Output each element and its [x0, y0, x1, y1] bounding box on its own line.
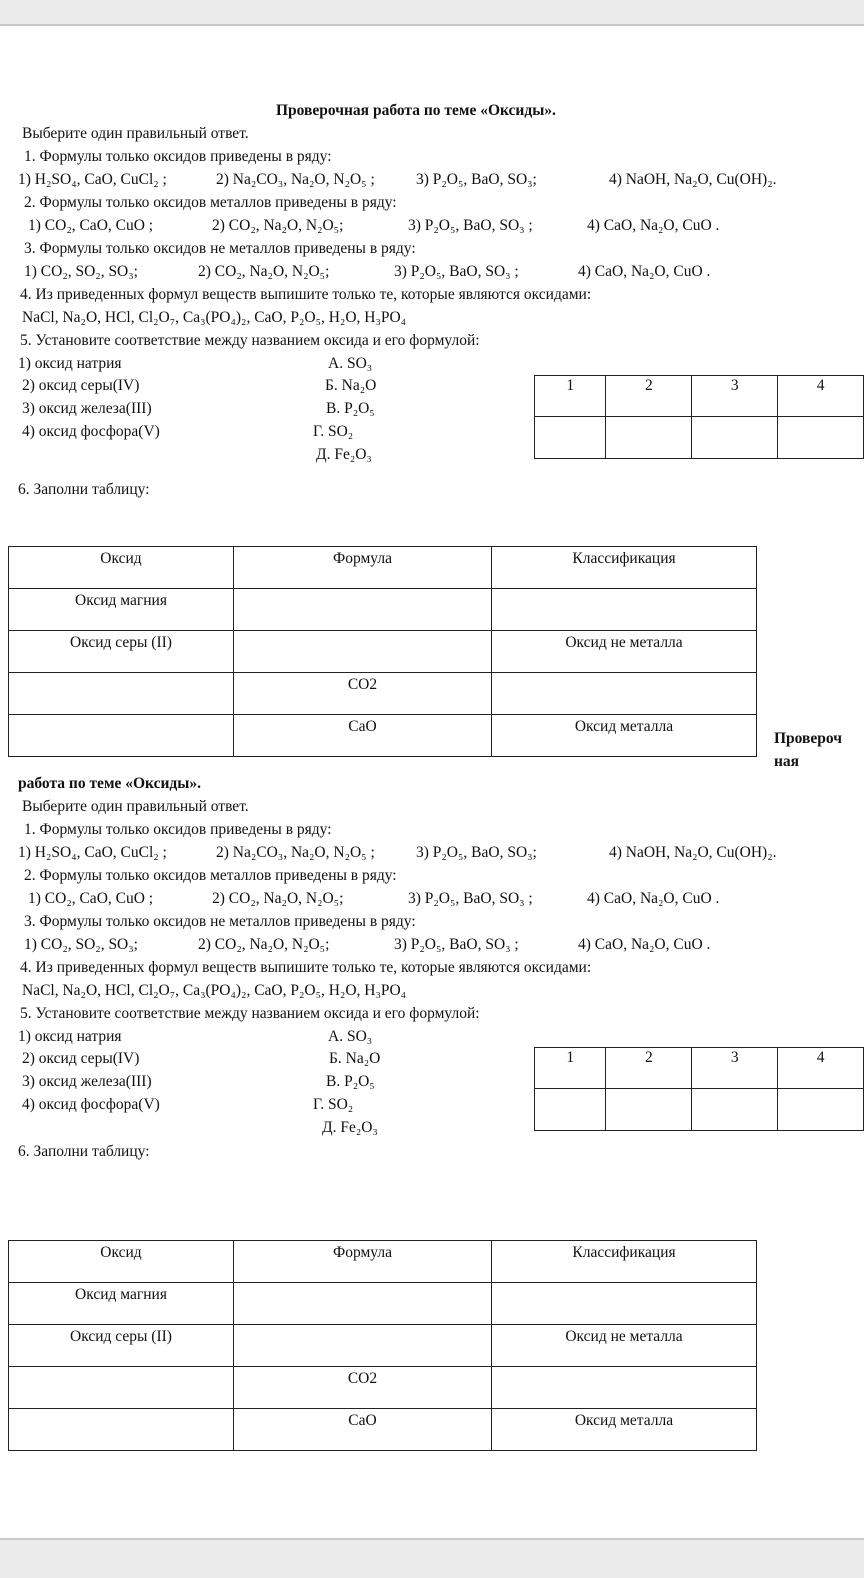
question-6: 6. Заполни таблицу:	[18, 481, 150, 498]
question-3: 3. Формулы только оксидов не металлов приведены в ряду:	[24, 913, 416, 930]
q5-name-3: 3) оксид железа(III)	[22, 1073, 152, 1090]
question-3: 3. Формулы только оксидов не металлов приведены в ряду:	[24, 240, 416, 257]
q1-option-1: 1) H₂SO₄, CaO, CuCl₂ ;	[18, 171, 167, 188]
oxide-table	[8, 1240, 757, 1451]
table-cell[interactable]	[492, 673, 757, 715]
q1-option-2: 2) Na₂CO₃, Na₂O, N₂O₅ ;	[216, 171, 375, 188]
question-6: 6. Заполни таблицу:	[18, 1143, 150, 1160]
table-cell[interactable]	[9, 1409, 234, 1451]
q5-answer-table	[534, 375, 864, 459]
q2-option-1: 1) CO₂, CaO, CuO ;	[28, 890, 154, 907]
table-cell[interactable]	[9, 1367, 234, 1409]
title-fragment-2: ная	[774, 753, 800, 770]
table-cell: Оксид серы (II)	[9, 631, 234, 673]
table-cell[interactable]	[9, 673, 234, 715]
answer-header-2: 2	[606, 1048, 692, 1089]
q1-option-3: 3) P₂O₅, BaO, SO₃;	[416, 171, 537, 188]
q2-option-1: 1) CO₂, CaO, CuO ;	[28, 217, 154, 234]
q5-formula-a: А. SO₃	[328, 1028, 373, 1045]
answer-cell-4[interactable]	[778, 1089, 864, 1131]
q5-name-2: 2) оксид серы(IV)	[22, 377, 140, 394]
table-cell[interactable]	[492, 1367, 757, 1409]
answer-cell-3[interactable]	[692, 1089, 778, 1131]
q2-option-2: 2) CO₂, Na₂O, N₂O₅;	[212, 217, 344, 234]
table-cell: CaO	[234, 715, 492, 757]
q3-option-3: 3) P₂O₅, BaO, SO₃ ;	[394, 936, 519, 953]
q1-option-3: 3) P₂O₅, BaO, SO₃;	[416, 844, 537, 861]
q3-option-4: 4) CaO, Na₂O, CuO .	[578, 936, 711, 953]
table-cell: Оксид металла	[492, 715, 757, 757]
q5-name-4: 4) оксид фосфора(V)	[22, 1096, 160, 1113]
table-cell: Оксид не металла	[492, 1325, 757, 1367]
q5-name-3: 3) оксид железа(III)	[22, 400, 152, 417]
table-cell: Оксид металла	[492, 1409, 757, 1451]
q5-formula-b: Б. Na₂O	[329, 1050, 381, 1067]
q5-formula-a: А. SO₃	[328, 355, 373, 372]
q1-option-1: 1) H₂SO₄, CaO, CuCl₂ ;	[18, 844, 167, 861]
q3-option-2: 2) CO₂, Na₂O, N₂O₅;	[198, 936, 330, 953]
table-cell: Оксид не металла	[492, 631, 757, 673]
answer-header-2: 2	[606, 376, 692, 417]
answer-header-1: 1	[535, 1048, 606, 1089]
viewer-top-bar	[0, 0, 864, 26]
question-4: 4. Из приведенных формул веществ выпишите только те, которые являются оксидами:	[20, 286, 592, 303]
table-cell: CO2	[234, 673, 492, 715]
table-header-oxide: Оксид	[9, 547, 234, 589]
q5-name-1: 1) оксид натрия	[18, 355, 122, 372]
q3-option-3: 3) P₂O₅, BaO, SO₃ ;	[394, 263, 519, 280]
q5-formula-d: Д. Fe₂O₃	[322, 1119, 378, 1136]
table-row	[9, 589, 757, 631]
q5-name-1: 1) оксид натрия	[18, 1028, 122, 1045]
table-header-classification: Классификация	[492, 1241, 757, 1283]
q1-option-4: 4) NaOH, Na₂O, Cu(OH)₂.	[609, 171, 777, 188]
table-cell: Оксид серы (II)	[9, 1325, 234, 1367]
table-row	[9, 715, 757, 757]
instruction-text: Выберите один правильный ответ.	[22, 798, 249, 815]
table-row	[9, 1367, 757, 1409]
table-cell[interactable]	[234, 1283, 492, 1325]
q3-option-4: 4) CaO, Na₂O, CuO .	[578, 263, 711, 280]
table-header-classification: Классификация	[492, 547, 757, 589]
q5-name-2: 2) оксид серы(IV)	[22, 1050, 140, 1067]
question-1: 1. Формулы только оксидов приведены в ряду:	[24, 821, 332, 838]
answer-cell-2[interactable]	[606, 417, 692, 459]
q1-option-2: 2) Na₂CO₃, Na₂O, N₂O₅ ;	[216, 844, 375, 861]
question-4: 4. Из приведенных формул веществ выпишите только те, которые являются оксидами:	[20, 959, 592, 976]
answer-cell-4[interactable]	[778, 417, 864, 459]
question-5: 5. Установите соответствие между названием оксида и его формулой:	[20, 1005, 480, 1022]
table-cell[interactable]	[9, 715, 234, 757]
q5-name-4: 4) оксид фосфора(V)	[22, 423, 160, 440]
q4-formulas: NaCl, Na₂O, HCl, Cl₂O₇, Ca₃(PO₄)₂, CaO, P₂O₅, H₂O, H₃PO₄	[22, 309, 407, 326]
question-5: 5. Установите соответствие между названием оксида и его формулой:	[20, 332, 480, 349]
table-cell: Оксид магния	[9, 589, 234, 631]
q5-answer-table	[534, 1047, 864, 1131]
answer-cell-3[interactable]	[692, 417, 778, 459]
table-cell: Оксид магния	[9, 1283, 234, 1325]
answer-cell-1[interactable]	[535, 1089, 606, 1131]
worksheet-title: Проверочная работа по теме «Оксиды».	[276, 102, 556, 119]
question-1: 1. Формулы только оксидов приведены в ряду:	[24, 148, 332, 165]
table-cell[interactable]	[492, 589, 757, 631]
q5-formula-v: В. P₂O₅	[326, 400, 375, 417]
q2-option-4: 4) CaO, Na₂O, CuO .	[587, 890, 720, 907]
q1-option-4: 4) NaOH, Na₂O, Cu(OH)₂.	[609, 844, 777, 861]
title-fragment-3: работа по теме «Оксиды».	[18, 775, 201, 792]
question-2: 2. Формулы только оксидов металлов приведены в ряду:	[24, 867, 397, 884]
table-cell: CO2	[234, 1367, 492, 1409]
q5-formula-b: Б. Na₂O	[325, 377, 377, 394]
table-header-formula: Формула	[234, 1241, 492, 1283]
q5-formula-g: Г. SO₂	[313, 423, 354, 440]
answer-header-4: 4	[778, 376, 864, 417]
q3-option-2: 2) CO₂, Na₂O, N₂O₅;	[198, 263, 330, 280]
table-cell[interactable]	[234, 589, 492, 631]
q2-option-2: 2) CO₂, Na₂O, N₂O₅;	[212, 890, 344, 907]
answer-header-1: 1	[535, 376, 606, 417]
table-cell[interactable]	[234, 631, 492, 673]
table-row	[9, 1325, 757, 1367]
q3-option-1: 1) CO₂, SO₂, SO₃;	[24, 936, 138, 953]
viewer-bottom-bar	[0, 1538, 864, 1578]
oxide-table	[8, 546, 757, 757]
q4-formulas: NaCl, Na₂O, HCl, Cl₂O₇, Ca₃(PO₄)₂, CaO, P₂O₅, H₂O, H₃PO₄	[22, 982, 407, 999]
q2-option-3: 3) P₂O₅, BaO, SO₃ ;	[408, 217, 533, 234]
answer-header-3: 3	[692, 1048, 778, 1089]
q5-formula-v: В. P₂O₅	[326, 1073, 375, 1090]
answer-cell-1[interactable]	[535, 417, 606, 459]
question-2: 2. Формулы только оксидов металлов приведены в ряду:	[24, 194, 397, 211]
title-fragment-1: Провероч	[774, 730, 843, 747]
answer-header-3: 3	[692, 376, 778, 417]
table-header-oxide: Оксид	[9, 1241, 234, 1283]
answer-cell-2[interactable]	[606, 1089, 692, 1131]
q5-formula-d: Д. Fe₂O₃	[316, 446, 372, 463]
instruction-text: Выберите один правильный ответ.	[22, 125, 249, 142]
table-cell[interactable]	[234, 1325, 492, 1367]
q3-option-1: 1) CO₂, SO₂, SO₃;	[24, 263, 138, 280]
table-row	[9, 1409, 757, 1451]
table-row	[9, 631, 757, 673]
q5-formula-g: Г. SO₂	[313, 1096, 354, 1113]
table-row	[9, 1283, 757, 1325]
table-row	[9, 673, 757, 715]
q2-option-4: 4) CaO, Na₂O, CuO .	[587, 217, 720, 234]
table-cell[interactable]	[492, 1283, 757, 1325]
table-cell: CaO	[234, 1409, 492, 1451]
q2-option-3: 3) P₂O₅, BaO, SO₃ ;	[408, 890, 533, 907]
answer-header-4: 4	[778, 1048, 864, 1089]
table-header-formula: Формула	[234, 547, 492, 589]
